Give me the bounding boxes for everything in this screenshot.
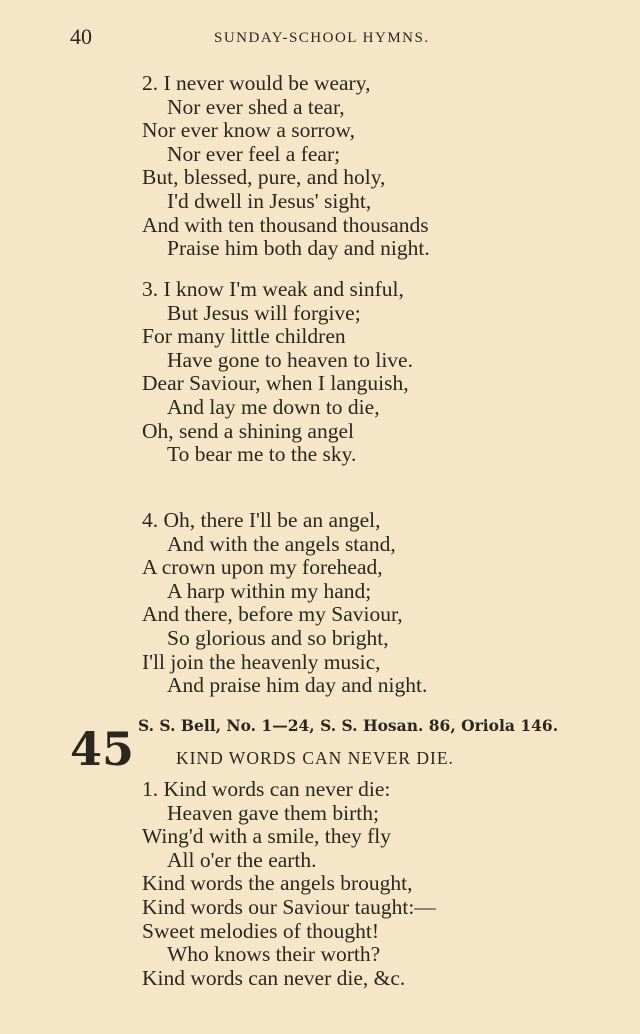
running-title: SUNDAY-SCHOOL HYMNS. bbox=[214, 30, 430, 46]
verse-line: Have gone to heaven to live. bbox=[167, 347, 413, 372]
verse-line: But Jesus will forgive; bbox=[167, 300, 361, 325]
verse-line: All o'er the earth. bbox=[167, 847, 317, 872]
verse-line: I'll join the heavenly music, bbox=[142, 649, 381, 674]
verse-line: 3. I know I'm weak and sinful, bbox=[142, 277, 404, 301]
verse-line: 1. Kind words can never die: bbox=[142, 777, 391, 801]
stanza-4 bbox=[142, 509, 427, 698]
stanza-2 bbox=[142, 72, 430, 261]
verse-line: Dear Saviour, when I languish, bbox=[142, 371, 409, 396]
tune-references: S. S. Bell, No. 1—24, S. S. Hosan. 86, Oriola 146. bbox=[138, 716, 559, 735]
verse-line: Heaven gave them birth; bbox=[167, 800, 379, 825]
verse-line: For many little children bbox=[142, 324, 346, 349]
verse-line: So glorious and so bright, bbox=[167, 625, 389, 650]
verse-line: And there, before my Saviour, bbox=[142, 602, 403, 627]
verse-line: And with the angels stand, bbox=[167, 531, 396, 556]
verse-line: A crown upon my forehead, bbox=[142, 555, 383, 580]
hymn45-stanza-1 bbox=[142, 778, 436, 990]
verse-line: Nor ever know a sorrow, bbox=[142, 118, 355, 143]
hymn-title: KIND WORDS CAN NEVER DIE. bbox=[176, 748, 454, 768]
verse-line: A harp within my hand; bbox=[167, 578, 372, 603]
verse-line: Kind words our Saviour taught:— bbox=[142, 894, 436, 919]
hymn-number: 45 bbox=[70, 722, 135, 776]
verse-line: 4. Oh, there I'll be an angel, bbox=[142, 508, 381, 532]
verse-line: And praise him day and night. bbox=[167, 673, 428, 698]
verse-line: And with ten thousand thousands bbox=[142, 212, 429, 237]
verse-line: I'd dwell in Jesus' sight, bbox=[167, 188, 372, 213]
verse-line: Oh, send a shining angel bbox=[142, 418, 354, 443]
page-number: 40 bbox=[70, 24, 92, 49]
verse-line: Praise him both day and night. bbox=[167, 236, 430, 261]
verse-line: Kind words can never die, &c. bbox=[142, 965, 406, 990]
verse-line: Sweet melodies of thought! bbox=[142, 918, 380, 943]
stanza-3 bbox=[142, 278, 413, 467]
verse-line: 2. I never would be weary, bbox=[142, 71, 371, 95]
verse-line: Wing'd with a smile, they fly bbox=[142, 824, 392, 849]
verse-line: Nor ever feel a fear; bbox=[167, 141, 341, 166]
verse-line: Nor ever shed a tear, bbox=[167, 94, 345, 119]
verse-line: Kind words the angels brought, bbox=[142, 871, 413, 896]
verse-line: Who knows their worth? bbox=[167, 942, 381, 967]
verse-line: But, blessed, pure, and holy, bbox=[142, 165, 386, 190]
verse-line: To bear me to the sky. bbox=[167, 442, 357, 467]
verse-line: And lay me down to die, bbox=[167, 394, 380, 419]
